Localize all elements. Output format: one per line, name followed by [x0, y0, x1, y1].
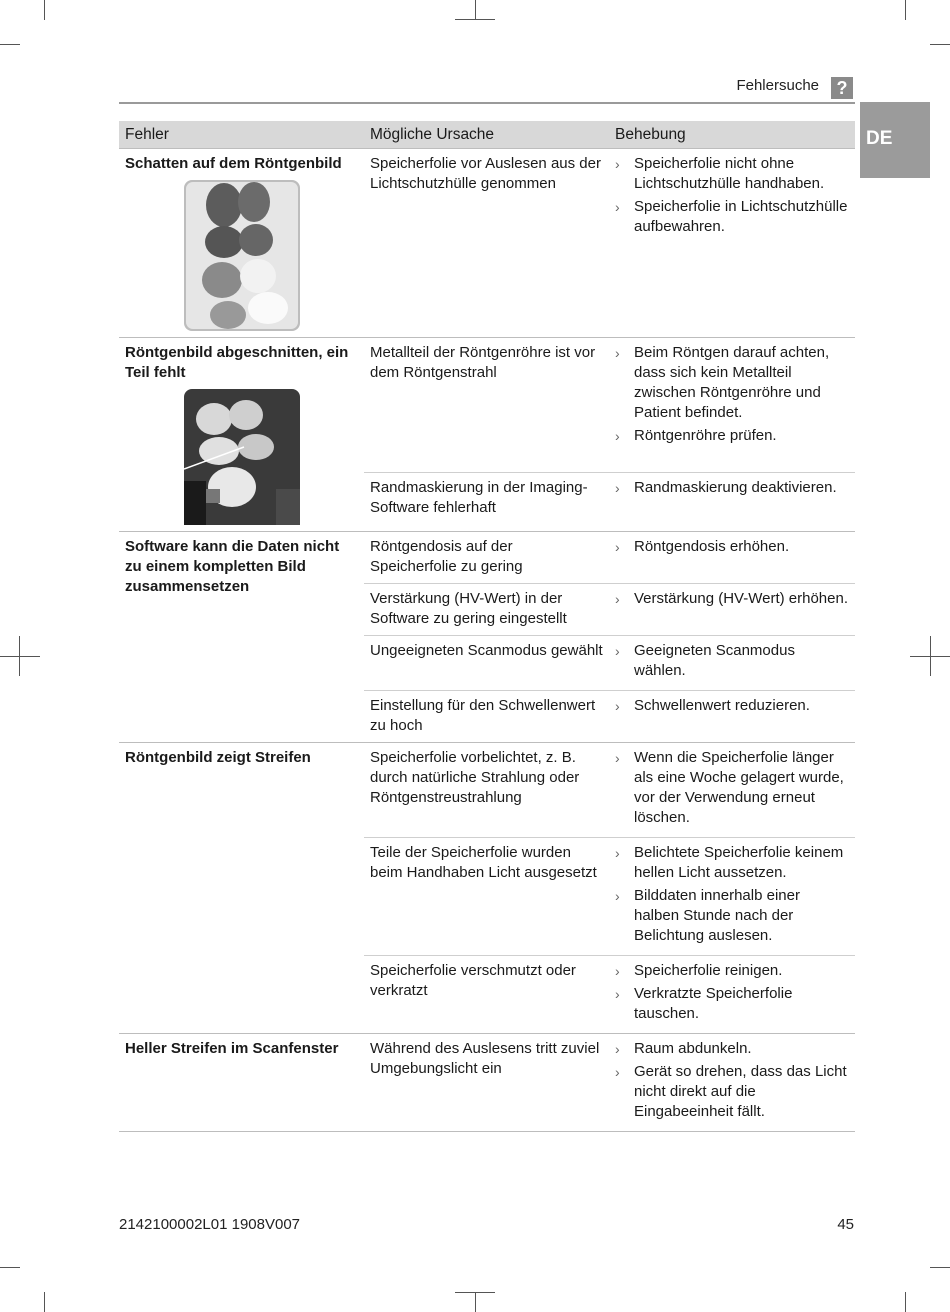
help-icon: ?	[831, 77, 853, 99]
crop-mark	[905, 0, 906, 20]
crop-mark	[475, 0, 476, 20]
fix-item	[615, 478, 849, 498]
crop-mark	[930, 636, 931, 676]
fix-text: Schwellenwert reduzieren.	[634, 697, 810, 714]
fix-cell	[609, 691, 855, 743]
page-number: 45	[837, 1216, 854, 1233]
xray-image	[184, 389, 300, 525]
fix-item	[615, 748, 849, 828]
chevron-right-icon: ›	[615, 986, 620, 1002]
crop-mark	[905, 1292, 906, 1312]
table-row	[119, 338, 855, 473]
error-cell	[119, 338, 364, 532]
error-cell	[119, 149, 364, 338]
chevron-right-icon: ›	[615, 539, 620, 555]
fix-item	[615, 589, 849, 609]
error-text: Schatten auf dem Röntgenbild	[125, 155, 342, 172]
fix-item	[615, 641, 849, 681]
column-header-error: Fehler	[119, 121, 364, 149]
crop-mark	[930, 44, 950, 45]
fix-text: Speicherfolie nicht ohne Lichtschutzhülle handhaben.	[634, 155, 825, 192]
error-text: Software kann die Daten nicht zu einem kompletten Bild zusammensetzen	[125, 538, 340, 595]
fix-text: Randmaskierung deaktivieren.	[634, 478, 837, 496]
fix-cell	[609, 956, 855, 1034]
chevron-right-icon: ›	[615, 199, 620, 215]
chevron-right-icon: ›	[615, 591, 620, 607]
fix-cell	[609, 472, 855, 531]
chevron-right-icon: ›	[615, 1041, 620, 1057]
cause-cell: Teile der Speicherfolie wurden beim Handhaben Licht ausgesetzt	[364, 838, 609, 956]
fix-text: Verkratzte Speicherfolie tauschen.	[634, 985, 793, 1022]
table-row	[119, 532, 855, 584]
crop-mark	[475, 1292, 476, 1312]
fix-item	[615, 343, 849, 423]
chevron-right-icon: ›	[615, 479, 620, 496]
fix-cell	[609, 338, 855, 473]
chevron-right-icon: ›	[615, 888, 620, 904]
crop-mark	[19, 636, 20, 676]
fix-text: Speicherfolie reinigen.	[634, 962, 783, 979]
chevron-right-icon: ›	[615, 643, 620, 659]
fix-cell	[609, 1034, 855, 1132]
fix-text: Gerät so drehen, dass das Licht nicht direkt auf die Eingabeeinheit fällt.	[634, 1063, 847, 1120]
fix-cell	[609, 743, 855, 838]
fix-cell	[609, 532, 855, 584]
chevron-right-icon: ›	[615, 963, 620, 979]
table-header-row	[119, 121, 855, 149]
fix-text: Belichtete Speicherfolie keinem hellen Licht aussetzen.	[634, 844, 844, 881]
troubleshooting-table	[119, 121, 855, 1132]
fix-item	[615, 843, 849, 883]
table-row	[119, 1034, 855, 1132]
crop-mark	[0, 1267, 20, 1268]
page-section-title: Fehlersuche	[736, 77, 819, 94]
fix-item	[615, 696, 849, 716]
fix-cell	[609, 636, 855, 691]
error-text: Heller Streifen im Scanfenster	[125, 1040, 339, 1057]
fix-item	[615, 984, 849, 1024]
cause-cell: Während des Auslesens tritt zuviel Umgebungslicht ein	[364, 1034, 609, 1132]
fix-cell	[609, 838, 855, 956]
fix-text: Raum abdunkeln.	[634, 1040, 752, 1057]
fix-text: Geeigneten Scanmodus wählen.	[634, 642, 795, 679]
chevron-right-icon: ›	[615, 345, 620, 361]
error-text: Röntgenbild zeigt Streifen	[125, 749, 311, 766]
language-tab	[860, 102, 930, 178]
fix-text: Wenn die Speicherfolie länger als eine Woche gelagert wurde, vor der Verwendung erneut löschen.	[634, 749, 844, 826]
chevron-right-icon: ›	[615, 845, 620, 861]
column-header-cause: Mögliche Ursache	[364, 121, 609, 149]
fix-text: Verstärkung (HV-Wert) erhöhen.	[634, 590, 848, 607]
fix-text: Bilddaten innerhalb einer halben Stunde nach der Belichtung auslesen.	[634, 887, 800, 944]
chevron-right-icon: ›	[615, 156, 620, 172]
fix-text: Speicherfolie in Lichtschutzhülle aufbewahren.	[634, 198, 848, 235]
crop-mark	[44, 1292, 45, 1312]
error-text: Röntgenbild abgeschnitten, ein Teil fehlt	[125, 344, 349, 381]
chevron-right-icon: ›	[615, 750, 620, 766]
fix-item	[615, 426, 849, 446]
cause-cell: Speicherfolie verschmutzt oder verkratzt	[364, 956, 609, 1034]
chevron-right-icon: ›	[615, 1064, 620, 1080]
cause-cell: Ungeeigneten Scanmodus gewählt	[364, 636, 609, 691]
fix-text: Röntgendosis erhöhen.	[634, 538, 790, 555]
chevron-right-icon: ›	[615, 698, 620, 714]
fix-item	[615, 1062, 849, 1122]
error-cell	[119, 743, 364, 1034]
error-cell	[119, 532, 364, 743]
crop-mark	[930, 1267, 950, 1268]
cause-cell: Speicherfolie vorbelichtet, z. B. durch natürliche Strahlung oder Röntgenstreustrahlung	[364, 743, 609, 838]
fix-text: Beim Röntgen darauf achten, dass sich kein Metallteil zwischen Röntgenröhre und Patient befindet.	[634, 344, 830, 421]
xray-image	[184, 180, 300, 331]
fix-item	[615, 197, 849, 237]
document-code: 2142100002L01 1908V007	[119, 1216, 301, 1233]
crop-mark	[0, 656, 40, 657]
table-row	[119, 149, 855, 338]
fix-item	[615, 1039, 849, 1059]
fix-item	[615, 154, 849, 194]
cause-cell: Röntgendosis auf der Speicherfolie zu gering	[364, 532, 609, 584]
fix-item	[615, 537, 849, 557]
error-cell	[119, 1034, 364, 1132]
table-body	[119, 149, 855, 1132]
header-divider	[119, 102, 855, 104]
cause-cell: Verstärkung (HV-Wert) in der Software zu gering eingestellt	[364, 584, 609, 636]
crop-mark	[455, 19, 495, 20]
column-header-fix: Behebung	[609, 121, 855, 149]
fix-item	[615, 961, 849, 981]
chevron-right-icon: ›	[615, 428, 620, 444]
crop-mark	[44, 0, 45, 20]
language-tab-label: DE	[866, 128, 893, 149]
table-row	[119, 743, 855, 838]
crop-mark	[455, 1292, 495, 1293]
cause-cell: Einstellung für den Schwellenwert zu hoch	[364, 691, 609, 743]
fix-cell	[609, 149, 855, 338]
fix-cell	[609, 584, 855, 636]
fix-item	[615, 886, 849, 946]
cause-cell: Speicherfolie vor Auslesen aus der Lichtschutzhülle genommen	[364, 149, 609, 338]
crop-mark	[0, 44, 20, 45]
cause-cell: Randmaskierung in der Imaging-Software fehlerhaft	[364, 472, 609, 531]
fix-text: Röntgenröhre prüfen.	[634, 427, 777, 444]
cause-cell: Metallteil der Röntgenröhre ist vor dem Röntgenstrahl	[364, 338, 609, 473]
